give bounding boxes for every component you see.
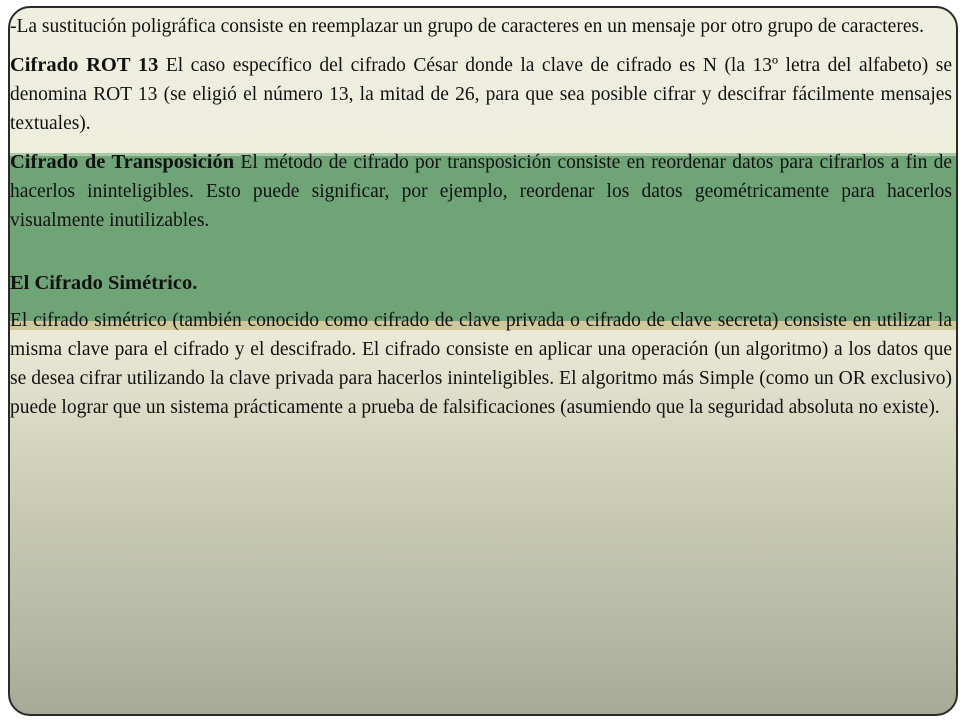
transposicion-title: Cifrado de Transposición (10, 151, 235, 173)
paragraph-transposicion (10, 148, 952, 235)
slide-text (10, 12, 952, 432)
paragraph-simetrico: El cifrado simétrico (también conocido como cifrado de clave privada o cifrado de clave secreta) consiste en utilizar la misma clave para el cifrado y el descifrado. El cifrado consiste en aplicar una operación (un algoritmo) a los datos que se desea cifrar utilizando la clave privada para hacerlos ininteligibles. El algoritmo más Simple (como un OR exclusivo) puede lograr que un sistema prácticamente a prueba de falsificaciones (asumiendo que la seguridad absoluta no existe). (10, 310, 952, 418)
paragraph-rot13 (10, 51, 952, 138)
paragraph-poligrafica: -La sustitución poligráfica consiste en reemplazar un grupo de caracteres en un mensaje por otro grupo de caracteres. (10, 16, 924, 37)
transposicion-text: El método de cifrado por transposición consiste en reordenar datos para cifrarlos a fin de hacerlos ininteligibles. Esto puede significar, por ejemplo, reordenar los datos geométricamente para hacerlos visualmente inutilizables. (10, 152, 952, 231)
slide (8, 6, 958, 716)
rot13-text: El caso específico del cifrado César donde la clave de cifrado es N (la 13º letra del alfabeto) se denomina ROT 13 (se eligió el número 13, la mitad de 26, para que sea posible cifrar y descifrar fácilmente mensajes textuales). (10, 55, 952, 134)
rot13-title: Cifrado ROT 13 (10, 54, 159, 76)
section-heading-simetrico: El Cifrado Simétrico. (10, 272, 198, 294)
